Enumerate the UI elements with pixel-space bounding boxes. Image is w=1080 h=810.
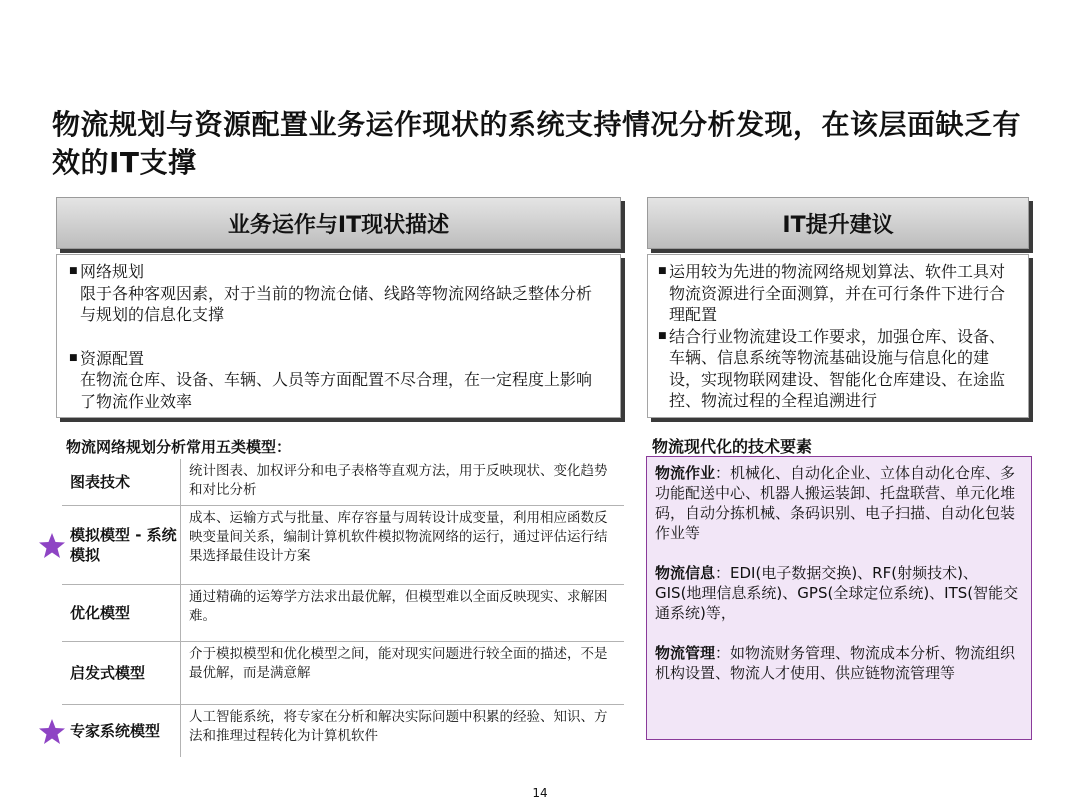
model-name: 图表技术 — [62, 459, 181, 505]
model-name: 专家系统模型 — [62, 705, 181, 757]
model-name: 模拟模型 - 系统模拟 — [62, 506, 181, 584]
star-icon — [38, 718, 66, 746]
left-item-resource — [69, 348, 606, 413]
right-panel-header: IT提升建议 — [647, 197, 1029, 249]
left-panel-header: 业务运作与IT现状描述 — [56, 197, 621, 249]
right-item-text: 结合行业物流建设工作要求，加强仓库、设备、车辆、信息系统等物流基础设施与信息化的建设，实现物联网建设、智能化仓库建设、在途监控、物流过程的全程追溯进行 — [669, 326, 1006, 410]
page-title: 物流规划与资源配置业务运作现状的系统支持情况分析发现，在该层面缺乏有效的IT支撑 — [52, 108, 1022, 179]
model-desc: 人工智能系统，将专家在分析和解决实际问题中积累的经验、知识、方法和推理过程转化为计算机软件 — [189, 709, 608, 744]
model-name: 启发式模型 — [62, 642, 181, 704]
left-item-head: 网络规划 — [80, 262, 145, 281]
model-desc: 介于模拟模型和优化模型之间，能对现实问题进行较全面的描述，不是最优解，而是满意解 — [189, 646, 608, 681]
square-bullet-icon: ■ — [658, 330, 667, 341]
tech-item-body: ：如物流财务管理、物流成本分析、物流组织机构设置、物流人才使用、供应链物流管理等 — [655, 644, 1016, 682]
models-label: 物流网络规划分析常用五类模型： — [66, 438, 292, 456]
right-item-text: 运用较为先进的物流网络规划算法、软件工具对物流资源进行全面测算，并在可行条件下进行合理配置 — [669, 262, 1006, 324]
left-item-body: 在物流仓库、设备、车辆、人员等方面配置不尽合理，在一定程度上影响了物流作业效率 — [80, 370, 593, 411]
left-panel-body — [56, 254, 621, 418]
tech-item-body: ：EDI(电子数据交换)、RF(射频技术)、GIS(地理信息系统)、GPS(全球定位系统)、ITS(智能交通系统)等， — [655, 564, 1019, 622]
right-item — [658, 326, 1014, 412]
models-table — [62, 459, 624, 757]
tech-item-head: 物流信息 — [655, 564, 716, 582]
tech-elements-box — [646, 456, 1032, 740]
left-item-head: 资源配置 — [80, 348, 145, 368]
table-row — [62, 505, 624, 584]
tech-label: 物流现代化的技术要素 — [652, 437, 813, 456]
left-item-network — [69, 261, 606, 326]
table-row — [62, 459, 624, 505]
tech-item — [655, 563, 1023, 623]
tech-item — [655, 643, 1023, 683]
tech-item-head: 物流作业 — [655, 464, 716, 482]
star-icon — [38, 532, 66, 560]
tech-item-body: ：机械化、自动化企业、立体自动化仓库、多功能配送中心、机器人搬运装卸、托盘联营、单元化堆码，自动分拣机械、条码识别、电子扫描、自动化包装作业等 — [655, 464, 1016, 542]
model-desc: 成本、运输方式与批量、库存容量与周转设计成变量，利用相应函数反映变量间关系，编制计算机软件模拟物流网络的运行，通过评估运行结果选择最佳设计方案 — [189, 510, 608, 564]
square-bullet-icon: ■ — [658, 266, 667, 276]
model-desc: 统计图表、加权评分和电子表格等直观方法，用于反映现状、变化趋势和对比分析 — [189, 463, 608, 498]
table-row — [62, 584, 624, 641]
right-panel-body — [647, 254, 1029, 418]
tech-item-head: 物流管理 — [655, 644, 716, 662]
table-row — [62, 641, 624, 704]
table-row — [62, 704, 624, 757]
model-name: 优化模型 — [62, 585, 181, 641]
left-item-body: 限于各种客观因素，对于当前的物流仓储、线路等物流网络缺乏整体分析与规划的信息化支撑 — [80, 283, 593, 324]
page-number: 14 — [532, 786, 548, 800]
model-desc: 通过精确的运筹学方法求出最优解，但模型难以全面反映现实、求解困难。 — [189, 589, 608, 624]
square-bullet-icon: ■ — [69, 352, 78, 363]
square-bullet-icon: ■ — [69, 266, 78, 276]
right-item — [658, 261, 1014, 326]
tech-item — [655, 463, 1023, 543]
